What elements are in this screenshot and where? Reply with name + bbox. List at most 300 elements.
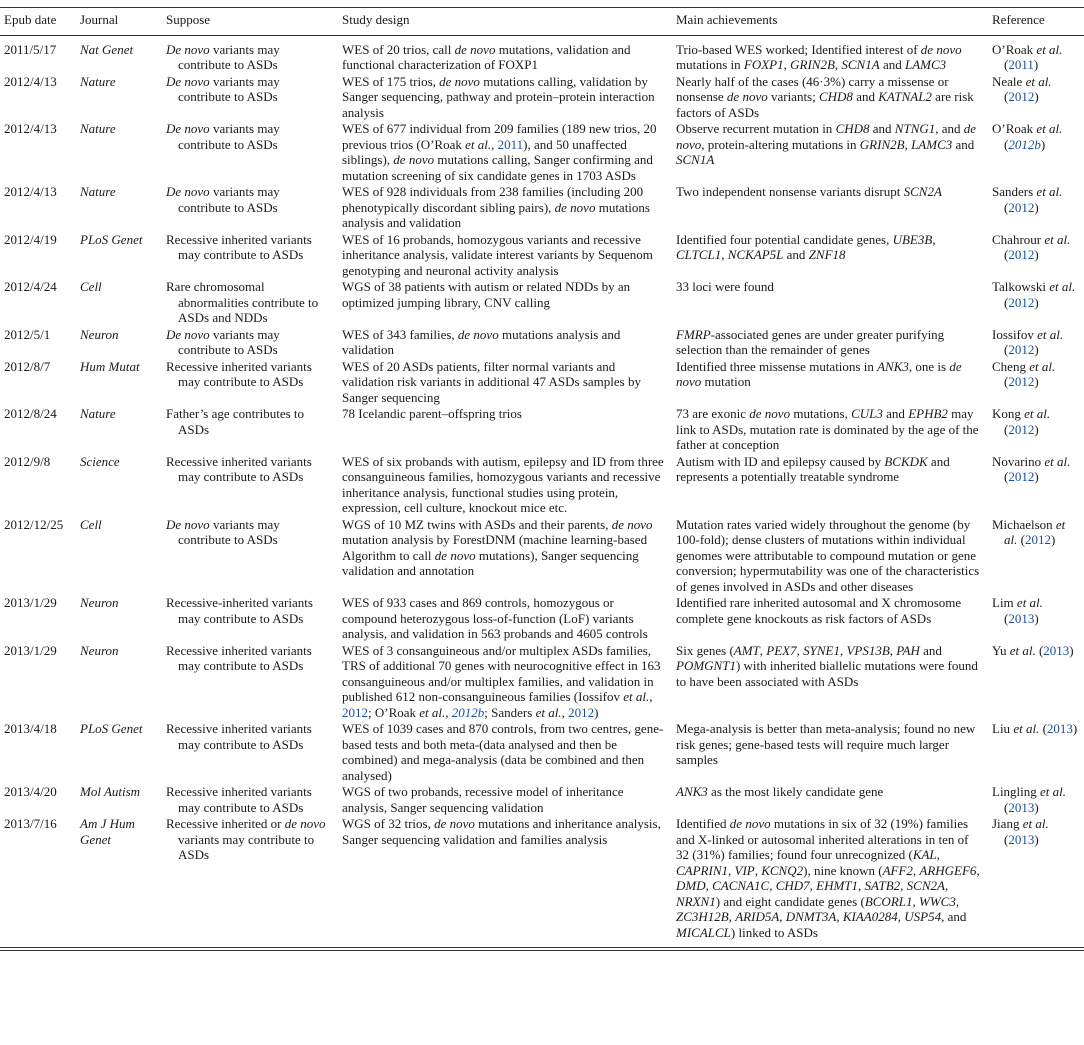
text-run: ANK3 bbox=[676, 784, 708, 799]
text-run: SCN2A bbox=[903, 184, 942, 199]
text-run: , bbox=[955, 893, 960, 909]
header-journal: Journal bbox=[80, 12, 119, 27]
study-design-cell bbox=[338, 74, 672, 122]
text-run: de novo bbox=[434, 816, 475, 831]
text-run: DMD bbox=[676, 878, 706, 893]
text-run: and bbox=[952, 136, 975, 152]
text-run: et al. bbox=[1036, 184, 1063, 199]
citation-link[interactable]: 2012b bbox=[451, 704, 485, 720]
text-run: , bbox=[796, 642, 804, 658]
text-run: Mega-analysis is better than meta-analysis; found no new risk genes; gene-based tests will require much larger samples bbox=[676, 721, 976, 767]
text-run: Identified rare inherited autosomal and X chromosome complete gene knockouts as risk factors of ASDs bbox=[676, 595, 962, 626]
text-run: mutations calling, Sanger confirming and mutation screening of six candidate genes in 1703 ASDs bbox=[342, 152, 653, 183]
citation-link[interactable]: 2012 bbox=[1008, 294, 1035, 310]
text-run: Mutation rates varied widely throughout the genome (by 100-fold); dense clusters of mutations within individual genomes were attributable to compound mutation or gene conversion; hypermutability was one of the characteristics of genes involved in ASDs and other diseases bbox=[676, 516, 980, 594]
study-design-cell bbox=[338, 454, 672, 517]
study-design-cell bbox=[338, 406, 672, 454]
citation-link[interactable]: 2012b bbox=[1008, 136, 1041, 152]
text-run: Recessive inherited variants may contribute to ASDs bbox=[166, 642, 312, 673]
epub-date-cell: 2012/9/8 bbox=[4, 453, 51, 469]
table-row bbox=[0, 327, 1084, 359]
text-run: ), nine known ( bbox=[803, 862, 883, 878]
text-run: ), and 50 unaffected siblings), bbox=[342, 136, 627, 167]
text-run: et al. bbox=[419, 704, 446, 720]
text-run: variants may contribute to ASDs bbox=[178, 831, 315, 862]
text-run: WES of 343 families, bbox=[342, 326, 458, 342]
text-run: 78 Icelandic parent–offspring trios bbox=[342, 406, 522, 421]
text-run: et al. bbox=[1029, 358, 1056, 374]
suppose-cell bbox=[162, 784, 338, 816]
text-run: ( bbox=[1004, 831, 1009, 847]
journal-cell: Am J Hum Genet bbox=[80, 816, 135, 847]
text-run: O’Roak bbox=[992, 41, 1037, 57]
text-run: 33 loci were found bbox=[676, 279, 774, 294]
text-run: Recessive-inherited variants may contribute to ASDs bbox=[166, 595, 313, 626]
text-run: et al. bbox=[1022, 816, 1049, 831]
text-run: WES of 928 individuals from 238 families (including 200 phenotypically discordant sibling pairs), bbox=[342, 184, 644, 215]
text-run: , bbox=[834, 57, 842, 72]
reference-cell bbox=[988, 121, 1084, 184]
text-run: and bbox=[869, 121, 895, 136]
text-run: -associated genes are under greater purifying selection than the remainder of genes bbox=[676, 326, 945, 357]
text-run: ) bbox=[1034, 374, 1039, 389]
text-run: Autism with ID and epilepsy caused by bbox=[676, 453, 885, 469]
text-run: BCORL1 bbox=[864, 893, 913, 909]
text-run: WES of 933 cases and 869 controls, homozygous or compound heterozygous loss-of-function (LoF) variants analysis, and validation in 563 probands and 4605 controls bbox=[342, 595, 648, 641]
text-run: Recessive inherited or bbox=[166, 816, 285, 831]
header-main-achievements: Main achievements bbox=[676, 12, 778, 27]
suppose-cell bbox=[162, 406, 338, 454]
text-run: De novo bbox=[166, 41, 210, 57]
suppose-cell bbox=[162, 232, 338, 280]
text-run: LAMC3 bbox=[911, 136, 953, 152]
epub-date-cell: 2012/12/25 bbox=[4, 516, 64, 532]
journal-cell: Nature bbox=[80, 121, 116, 136]
journal-cell: Science bbox=[80, 453, 120, 469]
text-run: and bbox=[783, 247, 809, 262]
citation-link[interactable]: 2013 bbox=[1008, 610, 1035, 626]
text-run: DNMT3A bbox=[785, 909, 837, 924]
header-reference: Reference bbox=[992, 12, 1045, 27]
text-run: ) bbox=[1034, 421, 1039, 437]
text-run: , bbox=[932, 231, 936, 247]
citation-link[interactable]: 2012 bbox=[568, 704, 595, 720]
suppose-cell bbox=[162, 35, 338, 74]
text-run: Recessive inherited variants may contribute to ASDs bbox=[166, 721, 312, 752]
text-run: and bbox=[919, 642, 942, 658]
main-achievements-cell bbox=[672, 517, 988, 596]
reference-cell bbox=[988, 517, 1084, 596]
main-achievements-cell bbox=[672, 784, 988, 816]
journal-cell: Hum Mutat bbox=[80, 358, 140, 374]
text-run: , bbox=[936, 847, 940, 862]
text-run: ( bbox=[1004, 57, 1009, 72]
study-design-cell bbox=[338, 232, 672, 280]
text-run: CHD7 bbox=[775, 878, 810, 893]
text-run: ) bbox=[1034, 831, 1039, 847]
text-run: ) bbox=[1034, 294, 1039, 310]
text-run: BCKDK bbox=[884, 453, 928, 469]
text-run: variants may contribute to ASDs bbox=[178, 73, 280, 104]
text-run: Nearly half of the cases (46·3%) carry a missense or nonsense bbox=[676, 73, 949, 104]
epub-date-cell: 2012/5/1 bbox=[4, 326, 51, 342]
study-design-cell bbox=[338, 35, 672, 74]
table-row bbox=[0, 721, 1084, 784]
text-run: , bbox=[728, 862, 735, 878]
text-run: et al. bbox=[1036, 121, 1063, 136]
study-table bbox=[0, 7, 1084, 946]
table-header bbox=[0, 8, 1084, 36]
text-run: ( bbox=[1004, 89, 1009, 104]
text-run: , bbox=[705, 878, 713, 893]
journal-cell: Cell bbox=[80, 279, 102, 294]
text-run: , bbox=[912, 862, 920, 878]
text-run: Lim bbox=[992, 595, 1017, 610]
epub-date-cell: 2012/4/13 bbox=[4, 121, 57, 136]
text-run: Recessive inherited variants may contribute to ASDs bbox=[166, 453, 312, 484]
text-run: ) bbox=[1034, 199, 1039, 215]
citation-link[interactable]: 2012 bbox=[342, 704, 368, 720]
main-achievements-cell bbox=[672, 35, 988, 74]
text-run: 73 are exonic bbox=[676, 406, 750, 421]
main-achievements-cell bbox=[672, 816, 988, 946]
citation-link[interactable]: 2012 bbox=[1008, 89, 1035, 104]
citation-link[interactable]: 2011 bbox=[497, 136, 524, 152]
text-run: et al. bbox=[1009, 642, 1036, 658]
epub-date-cell: 2013/7/16 bbox=[4, 816, 57, 831]
text-run: WES of 1039 cases and 870 controls, from two centres, gene-based tests and both meta-(data analysed and then be combined) and mega-analysis (data be combined and then analysed) bbox=[342, 721, 664, 783]
text-run: ARID5A bbox=[735, 909, 780, 924]
text-run: , bbox=[561, 704, 569, 720]
text-run: de novo bbox=[729, 816, 771, 831]
journal-cell: Nat Genet bbox=[80, 41, 134, 57]
study-design-cell bbox=[338, 327, 672, 359]
text-run: , bbox=[839, 642, 847, 658]
text-run: , bbox=[897, 909, 905, 924]
citation-link[interactable]: 2013 bbox=[1008, 799, 1035, 815]
text-run: Rare chromosomal abnormalities contribute to ASDs and NDDs bbox=[166, 279, 319, 325]
text-run: de novo bbox=[749, 406, 791, 421]
text-run: de novo bbox=[611, 516, 653, 532]
text-run: ) bbox=[1069, 642, 1074, 658]
text-run: , bbox=[759, 642, 767, 658]
text-run: and bbox=[879, 57, 905, 72]
study-design-cell bbox=[338, 279, 672, 327]
study-design-cell bbox=[338, 595, 672, 643]
text-run: Talkowski bbox=[992, 279, 1050, 294]
text-run: de novo bbox=[284, 816, 326, 831]
text-run: , bbox=[976, 862, 980, 878]
study-design-cell bbox=[338, 816, 672, 946]
text-run: SYNE1 bbox=[803, 642, 840, 658]
epub-date-cell: 2013/4/20 bbox=[4, 784, 57, 799]
suppose-cell bbox=[162, 816, 338, 946]
citation-link[interactable]: 2012 bbox=[1008, 247, 1035, 262]
text-run: POMGNT1 bbox=[676, 658, 736, 673]
journal-cell: Neuron bbox=[80, 642, 119, 658]
journal-cell: Nature bbox=[80, 184, 116, 199]
suppose-cell bbox=[162, 595, 338, 643]
reference-cell bbox=[988, 595, 1084, 643]
text-run: , one is bbox=[908, 358, 950, 374]
text-run: MICALCL bbox=[676, 924, 731, 940]
suppose-cell bbox=[162, 517, 338, 596]
text-run: ( bbox=[1004, 342, 1009, 357]
reference-cell bbox=[988, 279, 1084, 327]
text-run: NTNG1 bbox=[894, 121, 936, 136]
epub-date-cell: 2012/4/19 bbox=[4, 231, 57, 247]
text-run: de novo bbox=[726, 89, 768, 104]
text-run: Observe recurrent mutation in bbox=[676, 121, 836, 136]
text-run: mutations calling, validation by Sanger sequencing, pathway and protein–protein interaction analysis bbox=[342, 73, 655, 120]
text-run: CLTCL1 bbox=[676, 247, 722, 262]
journal-cell: Nature bbox=[80, 73, 116, 89]
text-run: FOXP1 bbox=[743, 57, 784, 72]
text-run: et al. bbox=[1049, 279, 1076, 294]
journal-cell: PLoS Genet bbox=[80, 721, 143, 736]
text-run: CHD8 bbox=[818, 89, 853, 104]
text-run: et al. bbox=[1025, 73, 1052, 89]
text-run: ) bbox=[1034, 247, 1039, 262]
text-run: et al. bbox=[1013, 721, 1040, 736]
reference-cell bbox=[988, 816, 1084, 946]
text-run: Trio-based WES worked; Identified interest of bbox=[676, 41, 921, 57]
text-run: SATB2 bbox=[864, 878, 901, 893]
text-run: ( bbox=[1004, 469, 1009, 484]
text-run: mutations, bbox=[790, 406, 852, 421]
text-run: et al. bbox=[1044, 453, 1071, 469]
text-run: , and bbox=[935, 121, 964, 136]
text-run: Two independent nonsense variants disrupt bbox=[676, 184, 904, 199]
text-run: WES of 175 trios, bbox=[342, 73, 440, 89]
text-run: , bbox=[912, 893, 919, 909]
suppose-cell bbox=[162, 74, 338, 122]
text-run: , bbox=[754, 862, 762, 878]
study-design-cell bbox=[338, 121, 672, 184]
text-run: Cheng bbox=[992, 358, 1030, 374]
text-run: WWC3 bbox=[918, 893, 956, 909]
main-achievements-cell bbox=[672, 721, 988, 784]
main-achievements-cell bbox=[672, 359, 988, 407]
journal-cell: Mol Autism bbox=[80, 784, 141, 799]
text-run: ( bbox=[1004, 799, 1009, 815]
text-run: de novo bbox=[454, 41, 496, 57]
main-achievements-cell bbox=[672, 279, 988, 327]
text-run: mutations analysis and validation bbox=[342, 326, 621, 357]
citation-link[interactable]: 2012 bbox=[1024, 532, 1051, 547]
suppose-cell bbox=[162, 721, 338, 784]
text-run: , bbox=[858, 878, 865, 893]
citation-link[interactable]: 2012 bbox=[1008, 421, 1035, 437]
text-run: de novo bbox=[676, 358, 962, 389]
main-achievements-cell bbox=[672, 184, 988, 232]
study-design-cell bbox=[338, 784, 672, 816]
reference-cell bbox=[988, 784, 1084, 816]
text-run: GRIN2B, bbox=[859, 136, 908, 152]
text-run: Identified bbox=[676, 816, 730, 831]
text-run: UBE3B bbox=[892, 231, 933, 247]
text-run: et al. bbox=[1024, 406, 1051, 421]
reference-cell bbox=[988, 406, 1084, 454]
main-achievements-cell bbox=[672, 232, 988, 280]
table-bottom-rule bbox=[0, 947, 1084, 951]
text-run: ARHGEF6 bbox=[919, 862, 977, 878]
text-run: mutations, validation and functional characterization of FOXP1 bbox=[342, 41, 631, 72]
suppose-cell bbox=[162, 643, 338, 722]
reference-cell bbox=[988, 359, 1084, 407]
citation-link[interactable]: 2012 bbox=[1008, 374, 1035, 389]
citation-link[interactable]: 2011 bbox=[1008, 57, 1034, 72]
journal-cell: Cell bbox=[80, 516, 102, 532]
journal-cell: PLoS Genet bbox=[80, 231, 143, 247]
text-run: Lingling bbox=[992, 784, 1041, 799]
text-run: ) bbox=[1072, 721, 1078, 736]
text-run: WGS of 10 MZ twins with ASDs and their parents, bbox=[342, 516, 612, 532]
text-run: , bbox=[783, 57, 791, 72]
text-run: , bbox=[649, 689, 653, 704]
text-run: PAH bbox=[896, 642, 920, 658]
text-run: ; O’Roak bbox=[368, 704, 420, 720]
text-run: , bbox=[721, 247, 728, 262]
text-run: ) bbox=[1050, 532, 1056, 547]
text-run: de novo bbox=[434, 547, 476, 563]
citation-link[interactable]: 2013 bbox=[1043, 642, 1070, 658]
text-run: ( bbox=[1035, 642, 1044, 658]
text-run: et al. bbox=[465, 136, 492, 152]
text-run: Identified four potential candidate genes, bbox=[676, 231, 893, 247]
text-run: variants may contribute to ASDs bbox=[178, 516, 280, 547]
text-run: O’Roak bbox=[992, 121, 1037, 136]
epub-date-cell: 2012/8/24 bbox=[4, 406, 57, 421]
text-run: ( bbox=[1004, 199, 1009, 215]
epub-date-cell: 2012/8/7 bbox=[4, 358, 51, 374]
text-run: De novo bbox=[166, 516, 210, 532]
text-run: SCN1A bbox=[676, 152, 715, 167]
text-run: de novo bbox=[439, 73, 480, 89]
table-row bbox=[0, 232, 1084, 280]
text-run: ZNF18 bbox=[808, 247, 846, 262]
text-run: are risk factors of ASDs bbox=[676, 89, 974, 120]
epub-date-cell: 2013/1/29 bbox=[4, 642, 57, 658]
text-run: Neale bbox=[992, 73, 1026, 89]
text-run: De novo bbox=[166, 184, 210, 199]
text-run: mutations), Sanger sequencing validation and annotation bbox=[342, 547, 639, 578]
text-run: ( bbox=[1004, 374, 1009, 389]
table-row bbox=[0, 406, 1084, 454]
text-run: NCKAP5L bbox=[727, 247, 784, 262]
reference-cell bbox=[988, 721, 1084, 784]
text-run: , protein-altering mutations in bbox=[701, 136, 860, 152]
text-run: mutations and inheritance analysis, Sanger sequencing validation and families analysis bbox=[342, 816, 661, 847]
citation-link[interactable]: 2013 bbox=[1046, 721, 1073, 736]
text-run: ) with inherited biallelic mutations were found to have been associated with ASDs bbox=[676, 658, 978, 689]
text-run: ) and eight candidate genes ( bbox=[715, 893, 865, 909]
reference-cell bbox=[988, 74, 1084, 122]
text-run: , bbox=[779, 909, 786, 924]
header-suppose: Suppose bbox=[166, 12, 211, 27]
text-run: et al. bbox=[1004, 516, 1066, 547]
text-run: ) bbox=[594, 704, 599, 720]
text-run: et al. bbox=[1040, 784, 1067, 799]
text-run: Father’s age contributes to ASDs bbox=[166, 406, 305, 437]
text-run: WES of 3 consanguineous and/or multiplex ASDs families, TRS of additional 70 genes with neurocognitive effect in 163 consanguineous and/or multiplex families, and validation in published 612 non-consanguineous families (Iossifov bbox=[342, 642, 661, 704]
text-run: ; Sanders bbox=[484, 704, 536, 720]
study-design-cell bbox=[338, 517, 672, 596]
citation-link[interactable]: 2012 bbox=[1008, 342, 1035, 357]
text-run: , bbox=[769, 878, 776, 893]
epub-date-cell: 2012/4/13 bbox=[4, 184, 57, 199]
text-run: NRXN1 bbox=[676, 893, 716, 909]
reference-cell bbox=[988, 327, 1084, 359]
journal-cell: Nature bbox=[80, 406, 116, 421]
text-run: and represents a potentially treatable syndrome bbox=[676, 453, 950, 484]
citation-link[interactable]: 2012 bbox=[1008, 469, 1035, 484]
table-row bbox=[0, 74, 1084, 122]
table-row bbox=[0, 784, 1084, 816]
text-run: ANK3 bbox=[877, 358, 909, 374]
epub-date-cell: 2013/4/18 bbox=[4, 721, 57, 736]
citation-link[interactable]: 2013 bbox=[1008, 831, 1035, 847]
text-run: ( bbox=[1004, 136, 1009, 152]
text-run: ) bbox=[1034, 89, 1039, 104]
text-run: variants may contribute to ASDs bbox=[178, 41, 280, 72]
text-run: Novarino bbox=[992, 453, 1045, 469]
text-run: Identified three missense mutations in bbox=[676, 358, 878, 374]
text-run: De novo bbox=[166, 326, 210, 342]
text-run: mutation bbox=[701, 374, 751, 389]
text-run: ZC3H12B bbox=[676, 909, 729, 924]
study-design-cell bbox=[338, 721, 672, 784]
reference-cell bbox=[988, 35, 1084, 74]
text-run: , bbox=[491, 136, 498, 152]
text-run: ) bbox=[1034, 342, 1039, 357]
suppose-cell bbox=[162, 359, 338, 407]
text-run: Recessive inherited variants may contribute to ASDs bbox=[166, 358, 312, 389]
reference-cell bbox=[988, 184, 1084, 232]
suppose-cell bbox=[162, 327, 338, 359]
text-run: de novo bbox=[920, 41, 962, 57]
text-run: SCN2A bbox=[906, 878, 945, 893]
table-row bbox=[0, 279, 1084, 327]
reference-cell bbox=[988, 643, 1084, 722]
table-row bbox=[0, 121, 1084, 184]
text-run: , and bbox=[941, 909, 967, 924]
text-run: ) linked to ASDs bbox=[730, 924, 818, 940]
text-run: CUL3 bbox=[851, 406, 883, 421]
table-row bbox=[0, 454, 1084, 517]
text-run: mutations analysis and validation bbox=[342, 199, 650, 230]
text-run: WGS of two probands, recessive model of inheritance analysis, Sanger sequencing validation bbox=[342, 784, 624, 815]
text-run: De novo bbox=[166, 73, 210, 89]
text-run: ) bbox=[1034, 799, 1039, 815]
suppose-cell bbox=[162, 121, 338, 184]
text-run: Recessive inherited variants may contribute to ASDs bbox=[166, 784, 312, 815]
text-run: WES of six probands with autism, epilepsy and ID from three consanguineous families, homozygous variants and recessive inheritance analysis, functional studies using protein, expression, cell culture, knockout mice etc. bbox=[342, 453, 664, 515]
suppose-cell bbox=[162, 279, 338, 327]
text-run: CACNA1C bbox=[712, 878, 770, 893]
text-run: ( bbox=[1004, 610, 1009, 626]
text-run: WGS of 32 trios, bbox=[342, 816, 435, 831]
main-achievements-cell bbox=[672, 406, 988, 454]
text-run: SCN1A bbox=[841, 57, 880, 72]
table-row bbox=[0, 595, 1084, 643]
text-run: , bbox=[728, 909, 736, 924]
journal-cell: Neuron bbox=[80, 326, 119, 342]
text-run: et al. bbox=[1037, 326, 1064, 342]
text-run: et al. bbox=[1016, 595, 1043, 610]
text-run: Yu bbox=[992, 642, 1010, 658]
citation-link[interactable]: 2012 bbox=[1008, 199, 1035, 215]
